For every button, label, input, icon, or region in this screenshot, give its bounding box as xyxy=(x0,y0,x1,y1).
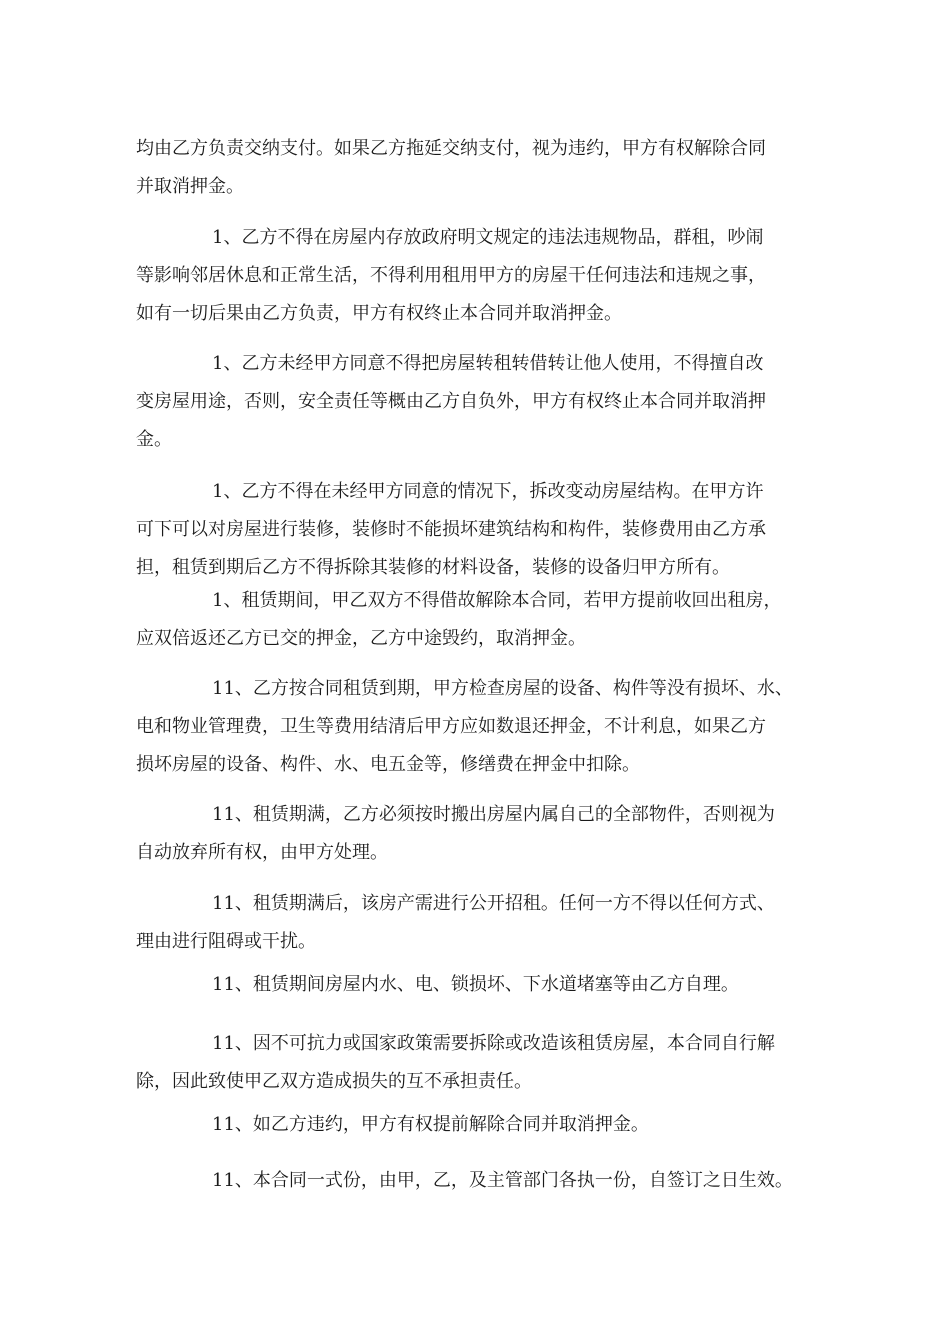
text-line: 均由乙方负责交纳支付。如果乙方拖延交纳支付，视为违约，甲方有权解除合同 xyxy=(136,138,766,159)
text-line: 1、乙方未经甲方同意不得把房屋转租转借转让他人使用，不得擅自改 xyxy=(212,353,764,374)
text-line: 并取消押金。 xyxy=(136,176,244,197)
text-line: 等影响邻居休息和正常生活，不得利用租用甲方的房屋干任何违法和违规之事， xyxy=(136,265,766,286)
paragraph-structure-renovation xyxy=(136,473,826,587)
paragraph-force-majeure xyxy=(136,1025,826,1101)
paragraph-copies-effective xyxy=(136,1162,826,1200)
paragraph-repairs xyxy=(136,966,826,1004)
text-line: 1、乙方不得在未经甲方同意的情况下，拆改变动房屋结构。在甲方许 xyxy=(212,481,764,502)
text-line: 自动放弃所有权，由甲方处理。 xyxy=(136,842,388,863)
text-line: 可下可以对房屋进行装修，装修时不能损坏建筑结构和构件，装修费用由乙方承 xyxy=(136,519,766,540)
paragraph-public-leasing xyxy=(136,885,826,961)
text-line: 11、因不可抗力或国家政策需要拆除或改造该租赁房屋，本合同自行解 xyxy=(212,1033,775,1054)
text-line: 1、租赁期间，甲乙双方不得借故解除本合同，若甲方提前收回出租房， xyxy=(212,590,782,611)
text-line: 担，租赁到期后乙方不得拆除其装修的材料设备，装修的设备归甲方所有。 xyxy=(136,557,730,578)
text-line: 11、租赁期满后，该房产需进行公开招租。任何一方不得以任何方式、 xyxy=(212,893,775,914)
text-line: 11、租赁期满，乙方必须按时搬出房屋内属自己的全部物件，否则视为 xyxy=(212,804,775,825)
text-line: 11、乙方按合同租赁到期，甲方检查房屋的设备、构件等没有损坏、水、 xyxy=(212,678,793,699)
paragraph-no-sublease xyxy=(136,345,826,459)
paragraph-breach xyxy=(136,1106,826,1144)
paragraph-inspection-deposit xyxy=(136,670,826,784)
text-line: 理由进行阻碍或干扰。 xyxy=(136,931,316,952)
paragraph-early-termination xyxy=(136,582,826,658)
paragraph-payment-continuation xyxy=(136,130,826,206)
text-line: 金。 xyxy=(136,429,172,450)
paragraph-prohibited-items xyxy=(136,219,826,333)
text-line: 11、本合同一式份，由甲，乙，及主管部门各执一份，自签订之日生效。 xyxy=(212,1170,793,1191)
text-line: 应双倍返还乙方已交的押金，乙方中途毁约，取消押金。 xyxy=(136,628,586,649)
text-line: 电和物业管理费，卫生等费用结清后甲方应如数退还押金，不计利息，如果乙方 xyxy=(136,716,766,737)
paragraph-move-out xyxy=(136,796,826,872)
text-line: 11、租赁期间房屋内水、电、锁损坏、下水道堵塞等由乙方自理。 xyxy=(212,974,739,995)
text-line: 如有一切后果由乙方负责，甲方有权终止本合同并取消押金。 xyxy=(136,303,622,324)
text-line: 变房屋用途，否则，安全责任等概由乙方自负外，甲方有权终止本合同并取消押 xyxy=(136,391,766,412)
text-line: 11、如乙方违约，甲方有权提前解除合同并取消押金。 xyxy=(212,1114,649,1135)
text-line: 除，因此致使甲乙双方造成损失的互不承担责任。 xyxy=(136,1071,532,1092)
text-line: 损坏房屋的设备、构件、水、电五金等，修缮费在押金中扣除。 xyxy=(136,754,640,775)
text-line: 1、乙方不得在房屋内存放政府明文规定的违法违规物品，群租，吵闹 xyxy=(212,227,764,248)
